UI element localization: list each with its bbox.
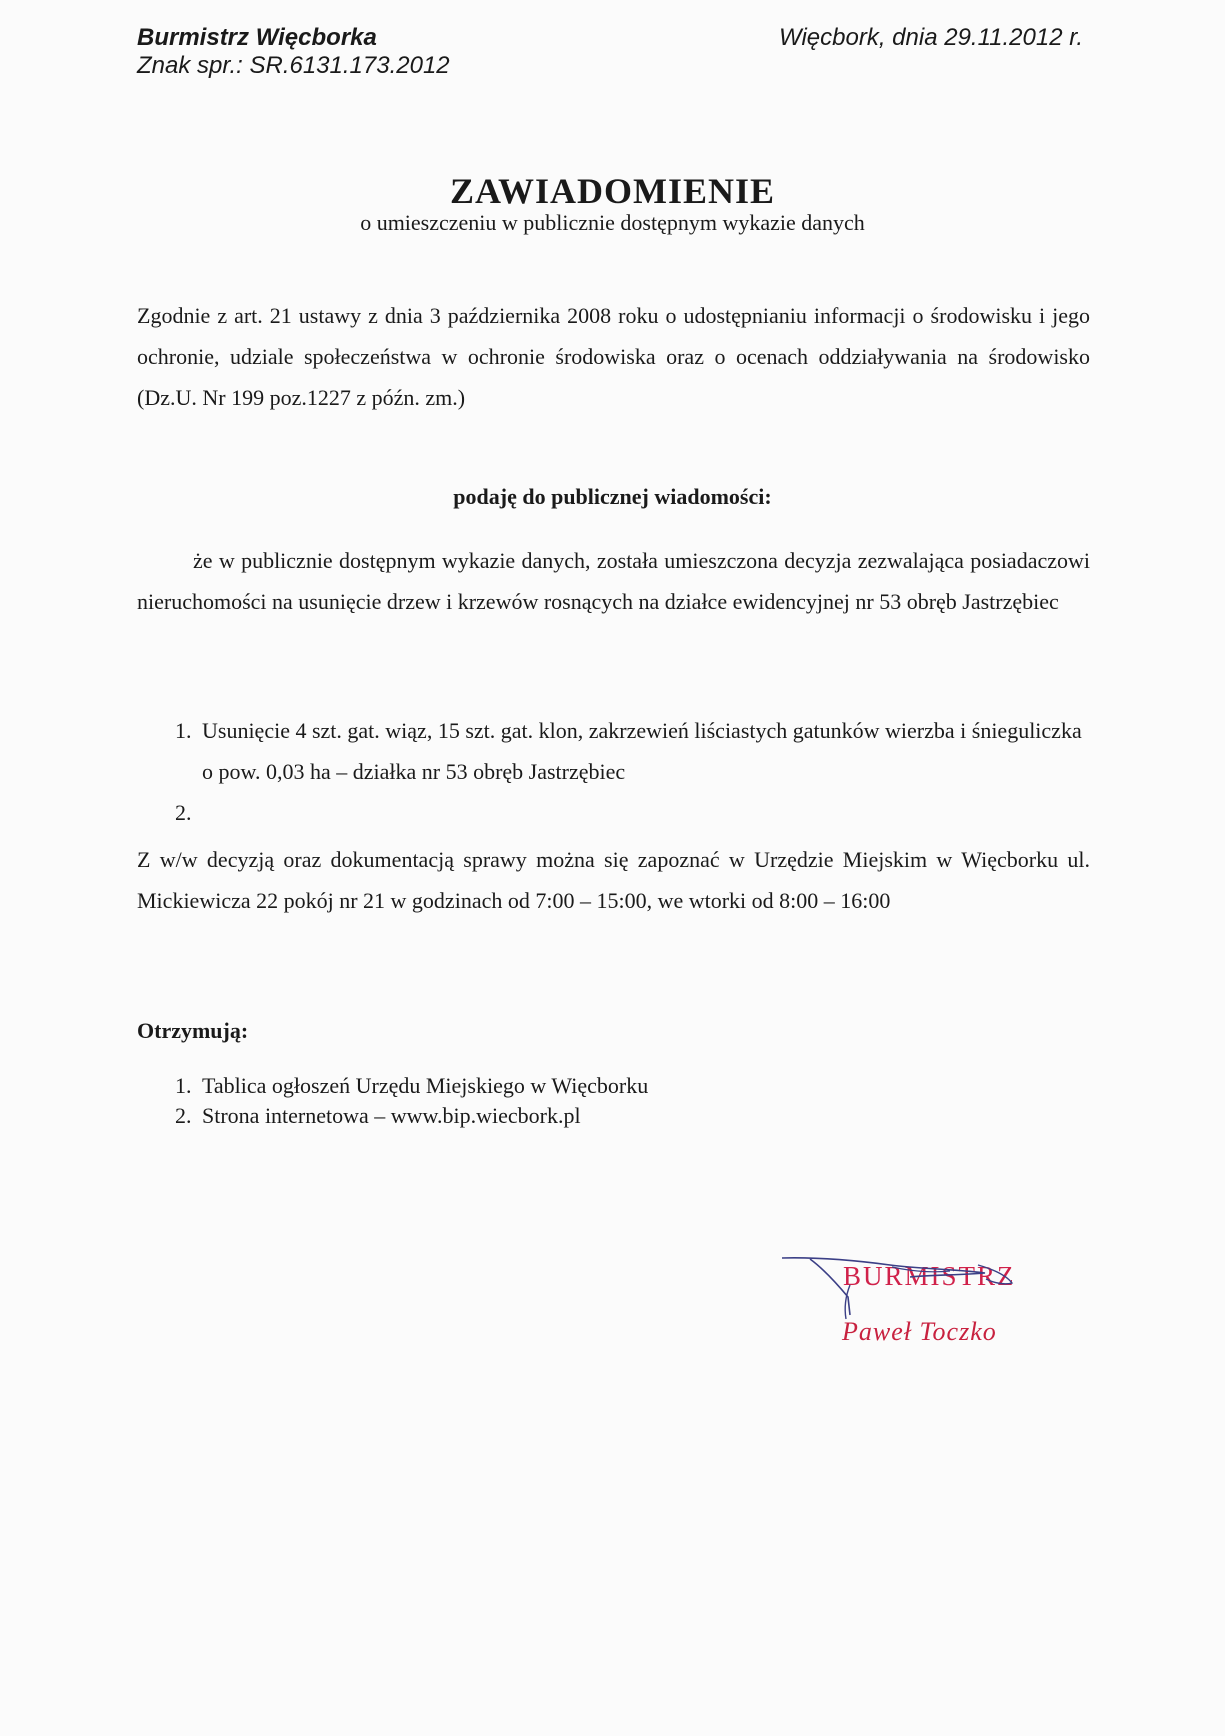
decision-items-list xyxy=(175,710,1090,833)
sender-name: Burmistrz Więcborka xyxy=(137,24,377,51)
decision-paragraph: że w publicznie dostępnym wykazie danych, została umieszczona decyzja zezwalająca posiadaczowi nieruchomości na usunięcie drzew i krzewów rosnących na działce ewidencyjnej nr 53 obręb Jastrzębiec xyxy=(137,548,1090,614)
list-item-number: 1. xyxy=(175,718,192,743)
place-date: Więcbork, dnia 29.11.2012 r. xyxy=(779,24,1083,51)
handwritten-signature xyxy=(780,1255,1040,1365)
documentation-info-paragraph: Z w/w decyzją oraz dokumentacją sprawy można się zapoznać w Urzędzie Miejskim w Więcborku ul. Mickiewicza 22 pokój nr 21 w godzinach od 7:00 – 15:00, we wtorki od 8:00 – 16:00 xyxy=(137,847,1090,913)
reference-number: Znak spr.: SR.6131.173.2012 xyxy=(137,52,450,79)
list-item-text: Usunięcie 4 szt. gat. wiąz, 15 szt. gat. klon, zakrzewień liściastych gatunków wierzba i śnieguliczka o pow. 0,03 ha – działka nr 53 obręb Jastrzębiec xyxy=(202,718,1082,784)
list-item-number: 1. xyxy=(175,1073,192,1098)
list-item-number: 2. xyxy=(175,1103,192,1128)
list-item xyxy=(175,792,1090,833)
document-subtitle: o umieszczeniu w publicznie dostępnym wykazie danych xyxy=(360,210,865,235)
recipients-heading: Otrzymują: xyxy=(137,1018,249,1043)
list-item-text: Tablica ogłoszeń Urzędu Miejskiego w Więcborku xyxy=(202,1073,649,1098)
list-item-number: 2. xyxy=(175,800,192,825)
list-item xyxy=(175,1101,1090,1131)
list-item xyxy=(175,710,1090,792)
sender-block xyxy=(137,24,450,80)
document-title: ZAWIADOMIENIE xyxy=(449,171,776,211)
legal-basis-paragraph: Zgodnie z art. 21 ustawy z dnia 3 października 2008 roku o udostępnianiu informacji o środowisku i jego ochronie, udziale społeczeństwa w ochronie środowiska oraz o ocenach oddziaływania na środowisko (Dz.U. Nr 199 poz.1227 z późn. zm.) xyxy=(137,303,1090,410)
list-item-text: Strona internetowa – www.bip.wiecbork.pl xyxy=(202,1103,581,1128)
stamp-title: BURMISTRZ xyxy=(843,1261,1016,1291)
stamp-name: Paweł Toczko xyxy=(842,1317,997,1346)
recipients-list xyxy=(175,1071,1090,1131)
official-stamp xyxy=(780,1255,1040,1365)
announcement: podaję do publicznej wiadomości: xyxy=(453,484,772,509)
list-item xyxy=(175,1071,1090,1101)
